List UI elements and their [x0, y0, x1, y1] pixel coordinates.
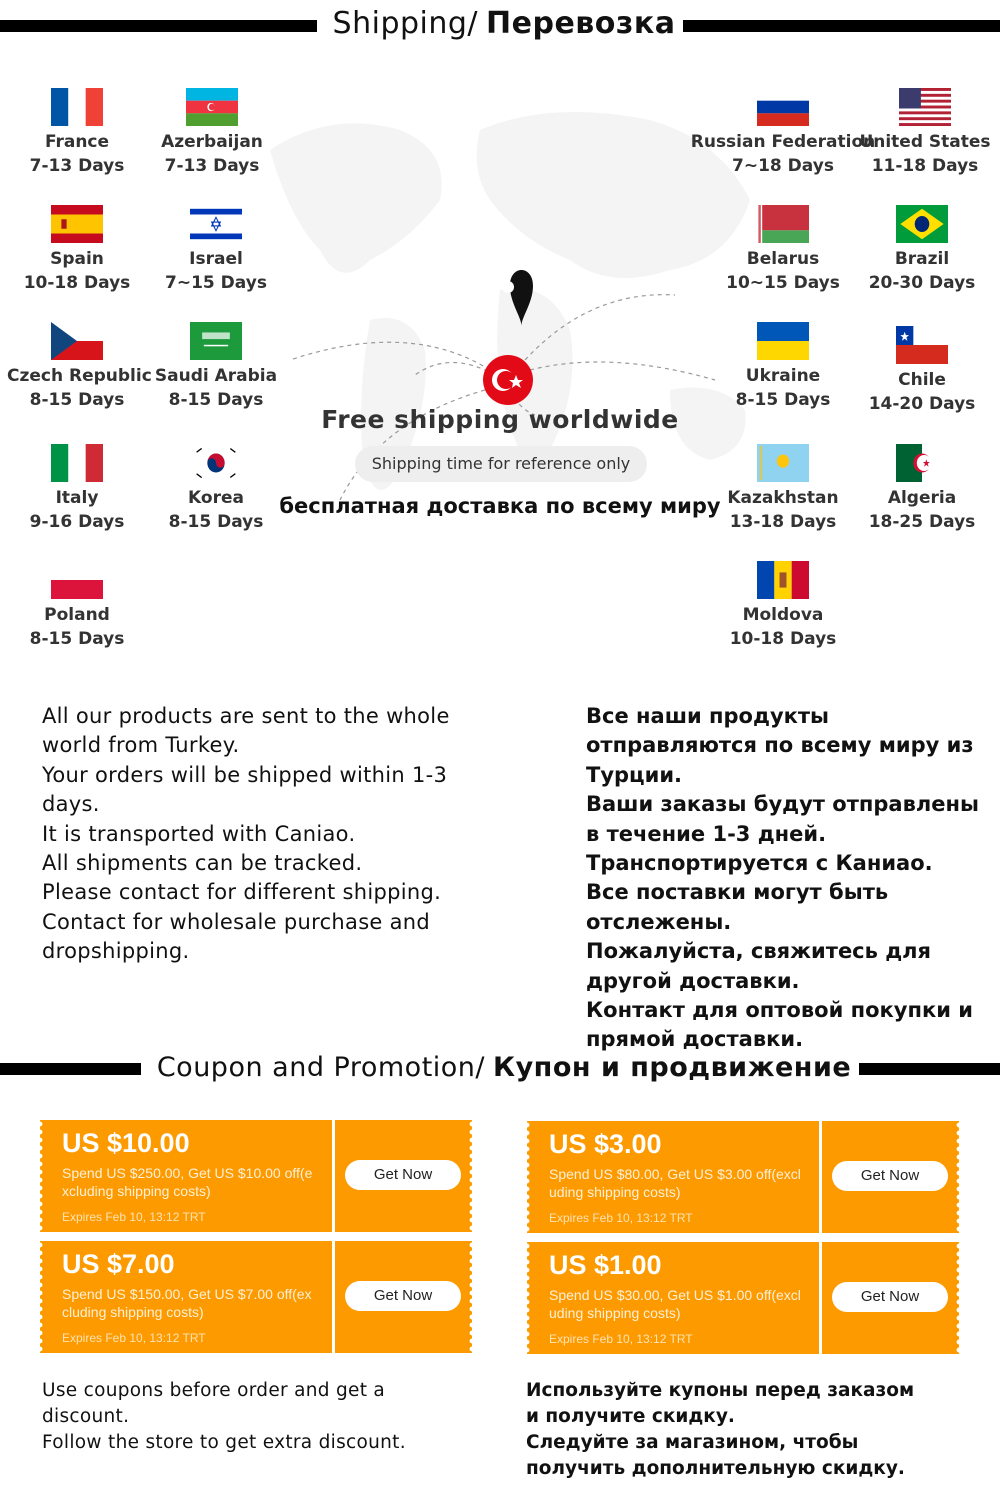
- info-line: Please contact for different shipping.: [42, 880, 442, 905]
- get-now-button[interactable]: Get Now: [345, 1160, 461, 1190]
- country-korea: Korea 8-15 Days: [146, 444, 286, 534]
- france-flag-icon: [51, 88, 103, 126]
- coupon-body: [40, 1241, 332, 1353]
- belarus-flag-icon: [757, 205, 809, 243]
- coupon-amount: US $1.00: [549, 1250, 662, 1280]
- coupon-card: [527, 1121, 959, 1233]
- coupon-action: [822, 1121, 959, 1233]
- country-russian-federation: Russian Federation 7~18 Days: [688, 88, 878, 178]
- info-line: It is transported with Caniao.: [42, 821, 356, 846]
- info-line: Контакт для оптовой покупки и прямой доставки.: [586, 998, 973, 1052]
- russia-flag-icon: [757, 88, 809, 126]
- algeria-flag-icon: [896, 444, 948, 482]
- country-united-states: United States 11-18 Days: [855, 88, 995, 178]
- coupon-body: [40, 1120, 332, 1232]
- country-spain: Spain 10-18 Days: [7, 205, 147, 295]
- country-kazakhstan: Kazakhstan 13-18 Days: [713, 444, 853, 534]
- country-moldova: Moldova 10-18 Days: [713, 561, 853, 651]
- country-azerbaijan: Azerbaijan 7-13 Days: [142, 88, 282, 178]
- info-line: Все поставки могут быть отслежены.: [586, 880, 889, 934]
- country-france: France 7-13 Days: [7, 88, 147, 178]
- coupon-condition: Spend US $30.00, Get US $1.00 off(excluding shipping costs): [549, 1287, 801, 1321]
- info-line: Contact for wholesale purchase and dropshipping.: [42, 909, 431, 964]
- coupon-expiry: Expires Feb 10, 13:12 TRT: [62, 1210, 206, 1224]
- czech-flag-icon: [51, 322, 103, 360]
- coupon-card: [527, 1242, 959, 1354]
- country-brazil: Brazil 20-30 Days: [852, 205, 992, 295]
- country-saudi-arabia: Saudi Arabia 8-15 Days: [146, 322, 286, 412]
- country-italy: Italy 9-16 Days: [7, 444, 147, 534]
- coupon-amount: US $3.00: [549, 1129, 662, 1159]
- turkey-flag-icon: [483, 355, 533, 405]
- coupon-amount: US $7.00: [62, 1249, 175, 1279]
- coupon-expiry: Expires Feb 10, 13:12 TRT: [549, 1332, 693, 1346]
- info-line: Ваши заказы будут отправлены в течение 1-3 дней.: [586, 792, 980, 846]
- country-algeria: Algeria 18-25 Days: [852, 444, 992, 534]
- coupon-body: [527, 1242, 819, 1354]
- coupon-banner: [0, 1046, 1000, 1090]
- korea-flag-icon: [190, 444, 242, 482]
- free-shipping-heading: Free shipping worldwide: [321, 405, 679, 434]
- coupon-action: [822, 1242, 959, 1354]
- coupon-condition: Spend US $150.00, Get US $7.00 off(excluding shipping costs): [62, 1286, 312, 1320]
- coupon-condition: Spend US $80.00, Get US $3.00 off(excluding shipping costs): [549, 1166, 801, 1200]
- coupon-expiry: Expires Feb 10, 13:12 TRT: [62, 1331, 206, 1345]
- footer-line: Use coupons before order and get a discount.: [42, 1380, 386, 1427]
- saudi-arabia-flag-icon: [190, 322, 242, 360]
- shipping-title: Shipping/ Перевозка: [0, 2, 1000, 46]
- footer-line: Follow the store to get extra discount.: [42, 1432, 406, 1453]
- reference-note-pill: Shipping time for reference only: [355, 446, 647, 482]
- kazakhstan-flag-icon: [757, 444, 809, 482]
- free-shipping-heading-ru: бесплатная доставка по всему миру: [279, 494, 721, 518]
- country-chile: Chile 14-20 Days: [852, 326, 992, 416]
- info-line: Все наши продукты отправляются по всему миру из Турции.: [586, 704, 974, 787]
- chile-flag-icon: [896, 326, 948, 364]
- italy-flag-icon: [51, 444, 103, 482]
- country-israel: Israel 7~15 Days: [146, 205, 286, 295]
- info-line: Транспортируется с Каниао.: [586, 851, 933, 876]
- coupon-info-en: [42, 1378, 422, 1456]
- info-line: All shipments can be tracked.: [42, 851, 363, 876]
- get-now-button[interactable]: Get Now: [345, 1281, 461, 1311]
- usa-flag-icon: [899, 88, 951, 126]
- azerbaijan-flag-icon: [186, 88, 238, 126]
- ukraine-flag-icon: [757, 322, 809, 360]
- coupon-amount: US $10.00: [62, 1128, 190, 1158]
- moldova-flag-icon: [757, 561, 809, 599]
- get-now-button[interactable]: Get Now: [832, 1282, 948, 1312]
- coupon-body: [527, 1121, 819, 1233]
- footer-line: Следуйте за магазином, чтобы получить дополнительную скидку.: [526, 1432, 905, 1479]
- country-czech-republic: Czech Republic 8-15 Days: [7, 322, 147, 412]
- coupon-title: Coupon and Promotion/ Купон и продвижение: [0, 1046, 1000, 1090]
- spain-flag-icon: [51, 205, 103, 243]
- country-ukraine: Ukraine 8-15 Days: [713, 322, 853, 412]
- coupon-expiry: Expires Feb 10, 13:12 TRT: [549, 1211, 693, 1225]
- shipping-banner: [0, 2, 1000, 46]
- coupon-card: [40, 1241, 472, 1353]
- country-poland: Poland 8-15 Days: [7, 561, 147, 651]
- coupon-action: [335, 1241, 472, 1353]
- info-line: Пожалуйста, свяжитесь для другой доставки.: [586, 939, 932, 993]
- country-belarus: Belarus 10~15 Days: [713, 205, 853, 295]
- shipping-info-ru: [586, 702, 998, 1055]
- footer-line: Используйте купоны перед заказом и получите скидку.: [526, 1380, 915, 1427]
- coupon-condition: Spend US $250.00, Get US $10.00 off(excluding shipping costs): [62, 1165, 313, 1199]
- poland-flag-icon: [51, 561, 103, 599]
- israel-flag-icon: [190, 205, 242, 243]
- info-line: Your orders will be shipped within 1-3 days.: [42, 762, 448, 817]
- info-line: All our products are sent to the whole world from Turkey.: [42, 704, 450, 758]
- get-now-button[interactable]: Get Now: [832, 1161, 948, 1191]
- coupon-info-ru: [526, 1378, 926, 1482]
- coupon-card: [40, 1120, 472, 1232]
- brazil-flag-icon: [896, 205, 948, 243]
- coupon-action: [335, 1120, 472, 1232]
- shipping-info-en: [42, 702, 462, 967]
